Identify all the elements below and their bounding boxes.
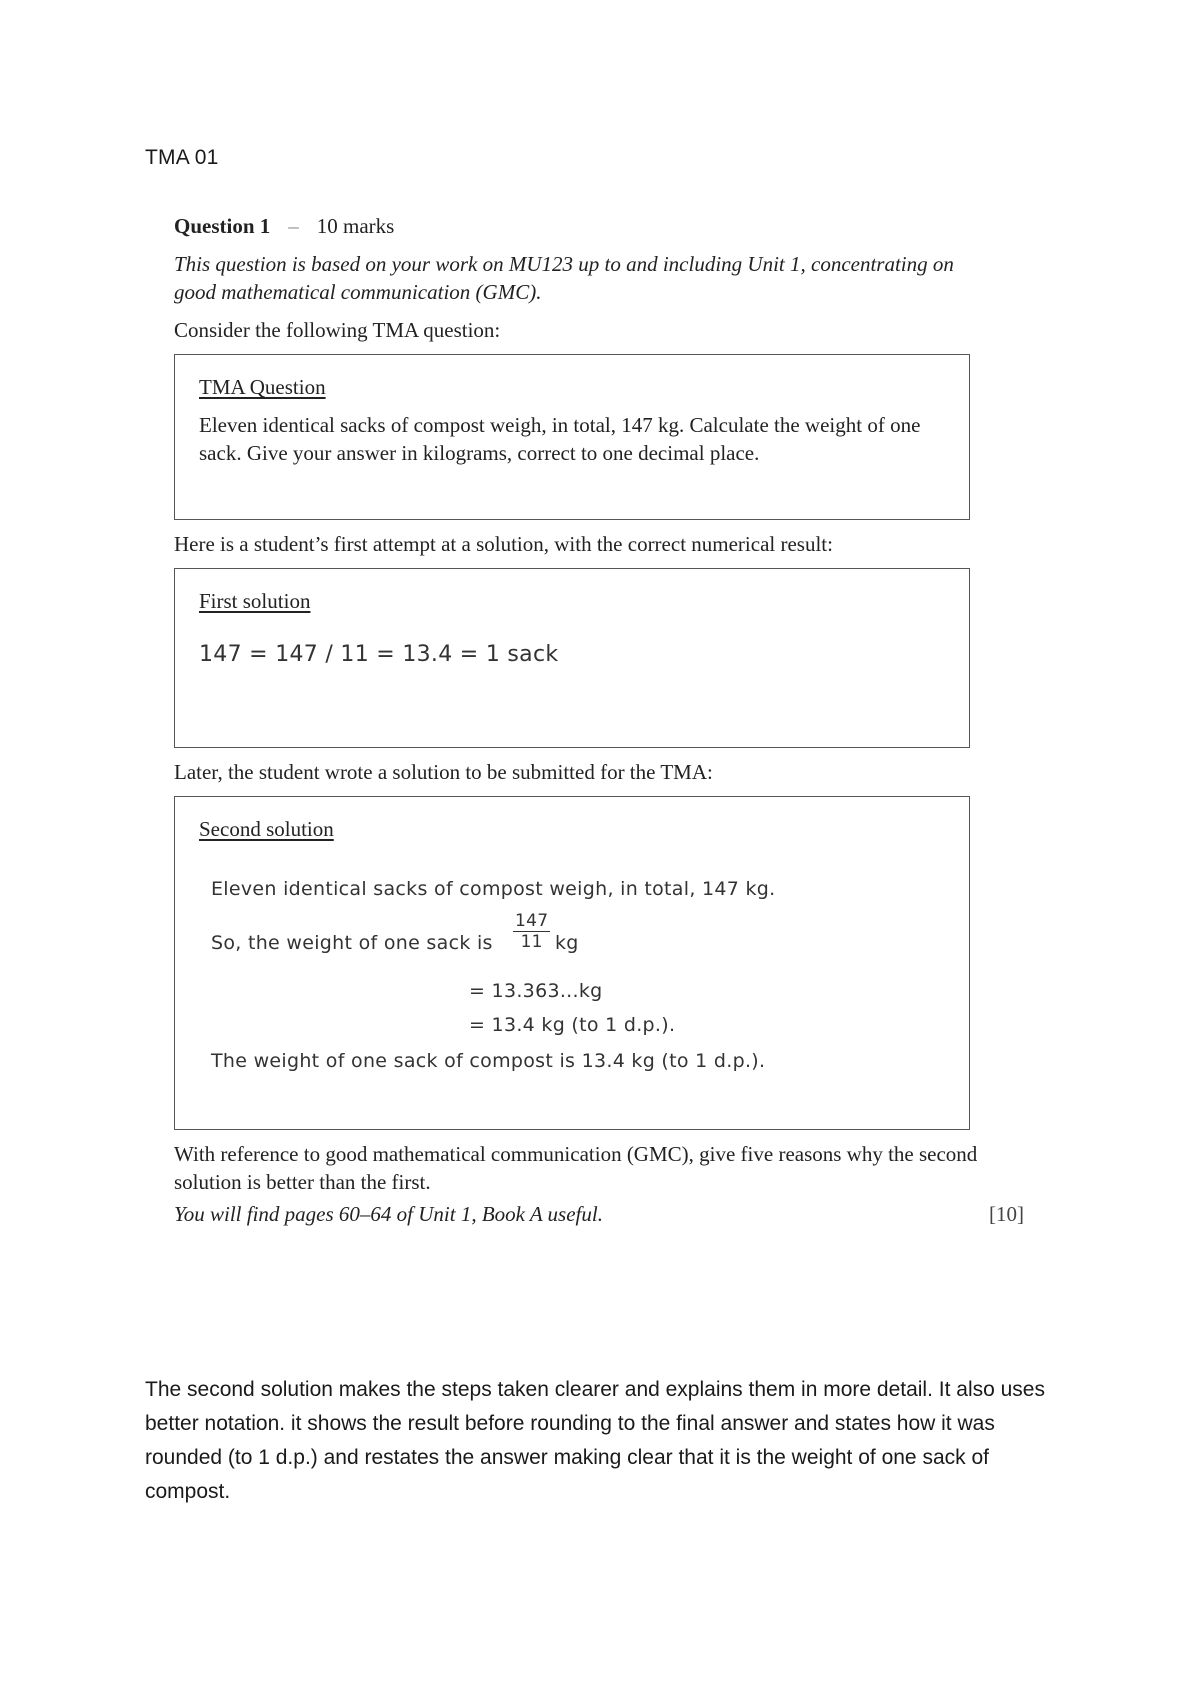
question-marks: 10 marks [316,214,395,238]
second-solution-line1: Eleven identical sacks of compost weigh, in total, 147 kg. [211,878,776,900]
reference-text: You will find pages 60–64 of Unit 1, Book A useful. [174,1202,603,1226]
reference-row [174,1200,1024,1230]
question-heading [174,212,1000,240]
second-solution-title: Second solution [199,817,334,841]
second-solution-box [174,796,970,1130]
first-solution-intro: Here is a student’s first attempt at a solution, with the correct numerical result: [174,532,833,556]
question-title: Question 1 [174,214,271,238]
second-solution-line2: So, the weight of one sack is [211,932,493,954]
question-dash: – [288,214,299,238]
document-header: TMA 01 [145,146,219,169]
marks-bracket: [10] [989,1202,1024,1226]
second-solution-line3: = 13.363...kg [469,980,603,1002]
second-solution-line4: = 13.4 kg (to 1 d.p.). [469,1014,676,1036]
question-block [174,212,1024,1230]
second-solution-body [199,853,945,1113]
task-text: With reference to good mathematical communication (GMC), give five reasons why the second solution is better than the first. [174,1142,978,1194]
later-text: Later, the student wrote a solution to be submitted for the TMA: [174,760,713,784]
first-solution-title: First solution [199,589,311,613]
second-solution-line5: The weight of one sack of compost is 13.4 kg (to 1 d.p.). [211,1050,766,1072]
student-answer: The second solution makes the steps taken clearer and explains them in more detail. It also uses better notation. it shows the result before rounding to the final answer and states how it was rounded (to 1 d.p.) and restates the answer making clear that it is the weight of one sack of compost. [145,1378,1045,1503]
weight-fraction [513,911,550,952]
question-intro: This question is based on your work on MU123 up to and including Unit 1, concentrating on good mathematical communication (GMC). [174,252,954,304]
tma-question-title: TMA Question [199,375,326,399]
first-solution-line: 147 = 147 / 11 = 13.4 = 1 sack [199,642,559,667]
fraction-unit: kg [555,932,579,954]
tma-question-text: Eleven identical sacks of compost weigh, in total, 147 kg. Calculate the weight of one sack. Give your answer in kilograms, correct to one decimal place. [199,413,921,465]
fraction-numerator: 147 [515,911,549,931]
fraction-denominator: 11 [520,932,543,952]
first-solution-box [174,568,970,748]
consider-text: Consider the following TMA question: [174,318,501,342]
tma-question-box [174,354,970,520]
